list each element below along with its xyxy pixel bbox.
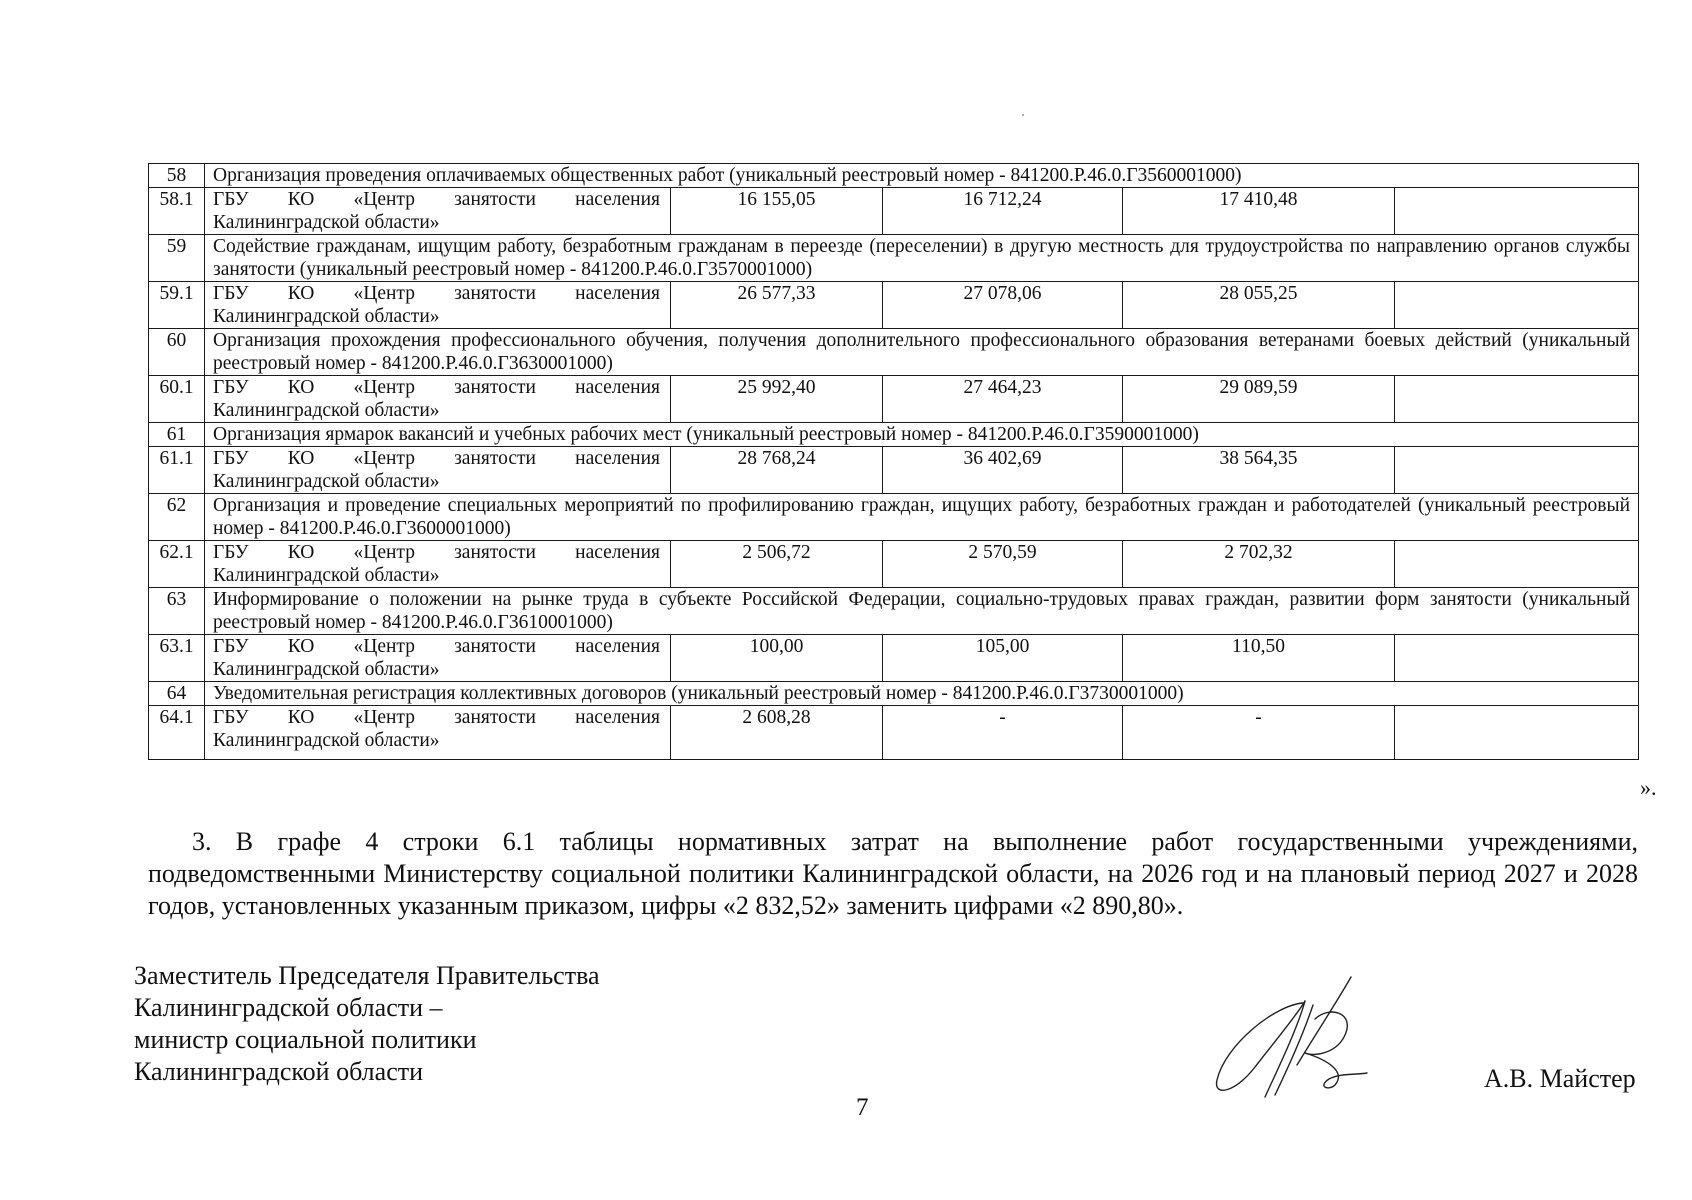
cost-2028: 29 089,59 [1123,376,1395,423]
service-description: Организация прохождения профессионального обучения, получения дополнительного профессионального образования ветеранами боевых действий (уникальный реестровый номер - 841200.Р.46.0.Г3630001000) [205,329,1639,376]
scan-speck [1022,114,1024,116]
cost-2027: 27 464,23 [883,376,1123,423]
institution-row [149,541,1639,588]
institution-row [149,376,1639,423]
row-number: 59 [149,235,205,282]
institution-name: ГБУ КО «Центр занятости населения Калининградской области» [205,447,671,494]
cost-2027: 27 078,06 [883,282,1123,329]
institution-name: ГБУ КО «Центр занятости населения Калининградской области» [205,706,671,760]
institution-row [149,282,1639,329]
page-number: 7 [856,1094,869,1121]
cost-2027: 2 570,59 [883,541,1123,588]
institution-name: ГБУ КО «Центр занятости населения Калининградской области» [205,376,671,423]
cost-2027: 36 402,69 [883,447,1123,494]
institution-name: ГБУ КО «Центр занятости населения Калининградской области» [205,188,671,235]
handwritten-signature [1205,975,1395,1105]
service-description: Информирование о положении на рынке труда в субъекте Российской Федерации, социально-трудовых правах граждан, развитии форм занятости (уникальный реестровый номер - 841200.Р.46.0.Г3610001000) [205,588,1639,635]
cost-2027: 16 712,24 [883,188,1123,235]
closing-quote: ». [1640,775,1657,800]
service-row [149,682,1639,706]
row-number: 58 [149,164,205,188]
cost-empty [1395,635,1639,682]
signer-title-line: Калининградской области [134,1057,424,1086]
institution-row [149,706,1639,760]
row-number: 60.1 [149,376,205,423]
service-description: Организация и проведение специальных мероприятий по профилированию граждан, ищущих работу, безработных граждан и работодателей (уникальный реестровый номер - 841200.Р.46.0.Г3600001000) [205,494,1639,541]
service-row [149,423,1639,447]
row-number: 59.1 [149,282,205,329]
cost-2028: 17 410,48 [1123,188,1395,235]
service-description: Уведомительная регистрация коллективных договоров (уникальный реестровый номер - 841200.Р.46.0.Г3730001000) [205,682,1639,706]
row-number: 62 [149,494,205,541]
service-row [149,588,1639,635]
cost-2027: - [883,706,1123,760]
signature-block [134,960,600,1088]
institution-row [149,188,1639,235]
service-description: Организация проведения оплачиваемых общественных работ (уникальный реестровый номер - 841200.Р.46.0.Г3560001000) [205,164,1639,188]
row-number: 64.1 [149,706,205,760]
service-row [149,164,1639,188]
cost-2026: 26 577,33 [671,282,883,329]
signer-title-line: Калининградской области – [134,993,443,1022]
normative-costs-table [148,163,1639,760]
row-number: 58.1 [149,188,205,235]
cost-empty [1395,282,1639,329]
institution-row [149,447,1639,494]
service-row [149,329,1639,376]
cost-2026: 100,00 [671,635,883,682]
cost-2026: 2 506,72 [671,541,883,588]
cost-2026: 28 768,24 [671,447,883,494]
service-row [149,235,1639,282]
row-number: 60 [149,329,205,376]
cost-2028: - [1123,706,1395,760]
signer-name: А.В. Майстер [1484,1064,1636,1093]
row-number: 64 [149,682,205,706]
institution-row [149,635,1639,682]
cost-2028: 2 702,32 [1123,541,1395,588]
cost-empty [1395,541,1639,588]
signer-title-line: министр социальной политики [134,1025,477,1054]
service-description: Содействие гражданам, ищущим работу, безработным гражданам в переезде (переселении) в другую местность для трудоустройства по направлению органов службы занятости (уникальный реестровый номер - 841200.Р.46.0.Г3570001000) [205,235,1639,282]
institution-name: ГБУ КО «Центр занятости населения Калининградской области» [205,282,671,329]
row-number: 61 [149,423,205,447]
cost-2027: 105,00 [883,635,1123,682]
cost-2026: 2 608,28 [671,706,883,760]
row-number: 63.1 [149,635,205,682]
cost-2028: 110,50 [1123,635,1395,682]
row-number: 61.1 [149,447,205,494]
row-number: 63 [149,588,205,635]
cost-2026: 16 155,05 [671,188,883,235]
service-description: Организация ярмарок вакансий и учебных рабочих мест (уникальный реестровый номер - 841200.Р.46.0.Г3590001000) [205,423,1639,447]
cost-empty [1395,188,1639,235]
amendment-paragraph: 3. В графе 4 строки 6.1 таблицы нормативных затрат на выполнение работ государственными учреждениями, подведомственными Министерству социальной политики Калининградской области, на 2026 год и на плановый период 2027 и 2028 годов, установленных указанным приказом, цифры «2 832,52» заменить цифрами «2 890,80». [148,827,1638,920]
cost-empty [1395,706,1639,760]
row-number: 62.1 [149,541,205,588]
table-body [149,164,1639,760]
institution-name: ГБУ КО «Центр занятости населения Калининградской области» [205,541,671,588]
cost-2028: 28 055,25 [1123,282,1395,329]
cost-2026: 25 992,40 [671,376,883,423]
institution-name: ГБУ КО «Центр занятости населения Калининградской области» [205,635,671,682]
signer-title-line: Заместитель Председателя Правительства [134,961,600,990]
cost-empty [1395,376,1639,423]
cost-2028: 38 564,35 [1123,447,1395,494]
cost-empty [1395,447,1639,494]
service-row [149,494,1639,541]
